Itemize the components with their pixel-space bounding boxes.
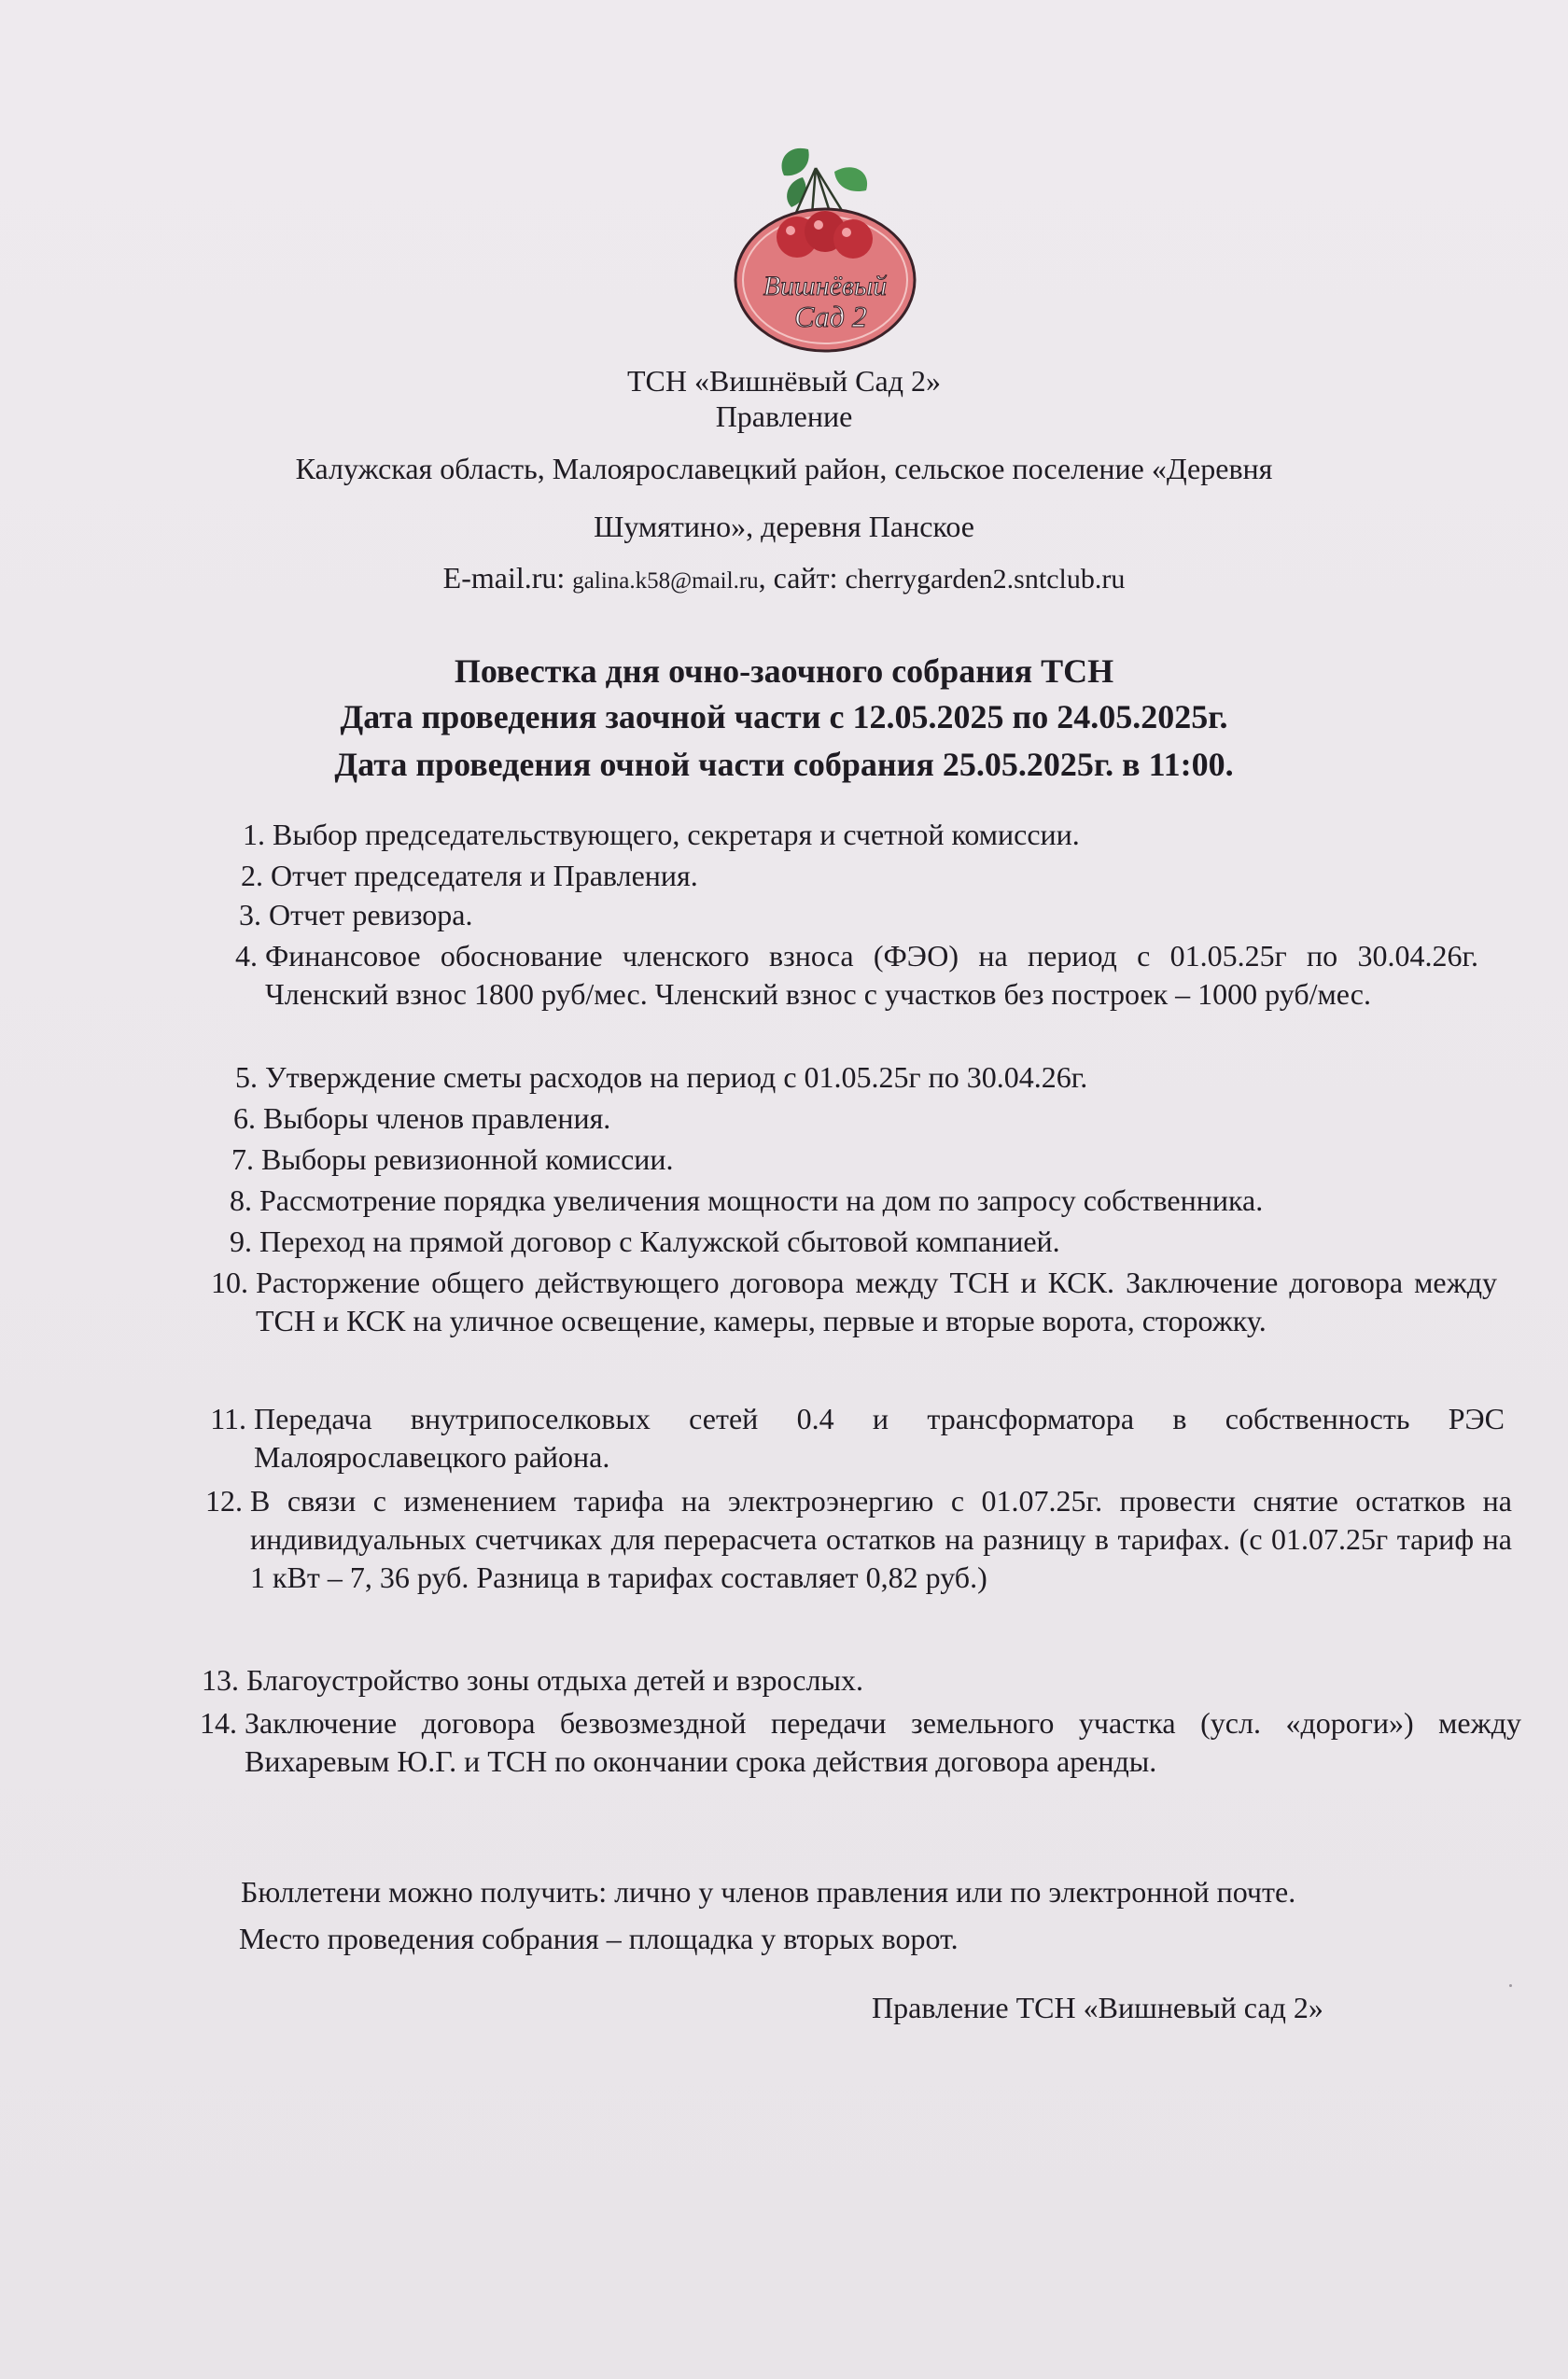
agenda-item-text: Рассмотрение порядка увеличения мощности на дом по запросу собственника. [259,1183,1264,1217]
agenda-item [210,1400,1505,1476]
agenda-item-text: Отчет председателя и Правления. [271,859,698,892]
logo-text-line1: Вишнёвый [763,271,888,301]
email-link[interactable]: galina.k58@mail.ru [572,568,759,594]
agenda-item-number: 1. [243,818,265,851]
agenda-item-text: Заключение договора безвозмездной передачи земельного участка (усл. «дороги») между Вихаревым Ю.Г. и ТСН по окончании срока действия договора аренды. [245,1706,1521,1778]
site-label: , сайт: [758,561,838,595]
agenda-item-number: 9. [230,1224,252,1258]
agenda-item-text: Финансовое обоснование членского взноса (ФЭО) на период с 01.05.25г по 30.04.26г. Членский взнос 1800 руб/мес. Членский взнос с участков без построек – 1000 руб/мес. [265,939,1478,1011]
agenda-title: Повестка дня очно-заочного собрания ТСН [454,652,1114,690]
agenda-item-number: 7. [231,1142,254,1176]
agenda-item [205,1482,1512,1597]
email-label: E-mail.ru: [442,561,566,595]
agenda-item [211,1264,1497,1340]
agenda-item [235,1058,1292,1097]
agenda-item [231,1141,1232,1179]
agenda-item-number: 10. [211,1266,248,1299]
agenda-item [230,1223,1473,1261]
agenda-item [235,937,1478,1014]
agenda-item-number: 11. [210,1402,246,1435]
agenda-item-number: 14. [200,1706,237,1740]
agenda-item [239,896,1239,934]
address-line-2: Шумятино», деревня Панское [594,510,974,543]
agenda-item-text: Расторжение общего действующего договора между ТСН и КСК. Заключение договора между ТСН и КСК на уличное освещение, камеры, первые и вторые ворота, сторожку. [256,1266,1497,1337]
agenda-item-text: Передача внутрипоселковых сетей 0.4 и трансформатора в собственность РЭС Малоярославецкого района. [254,1402,1505,1474]
agenda-item-text: Благоустройство зоны отдыха детей и взрослых. [246,1663,863,1697]
agenda-item-text: Выборы членов правления. [263,1101,611,1135]
paper-speck [1509,1984,1512,1987]
logo-text-line2: Сад 2 [794,300,867,333]
agenda-item-text: Переход на прямой договор с Калужской сбытовой компанией. [259,1224,1060,1258]
signature: Правление ТСН «Вишневый сад 2» [872,1991,1323,2024]
org-name: ТСН «Вишнёвый Сад 2» [627,364,941,398]
venue-note: Место проведения собрания – площадка у вторых ворот. [239,1922,959,1955]
agenda-item-number: 12. [205,1484,243,1518]
agenda-item-number: 6. [233,1101,256,1135]
agenda-item [202,1661,1460,1700]
org-subtitle: Правление [715,399,853,433]
ballots-note: Бюллетени можно получить: лично у членов правления или по электронной почте. [241,1875,1296,1909]
agenda-item [243,816,1243,854]
agenda-item-number: 8. [230,1183,252,1217]
address-line-1: Калужская область, Малоярославецкий район, сельское поселение «Деревня [295,452,1273,485]
agenda-item-number: 5. [235,1060,258,1094]
agenda-item-number: 4. [235,939,258,973]
agenda-item [233,1099,1234,1138]
site-link[interactable]: cherrygarden2.sntclub.ru [845,564,1126,595]
agenda-item-text: Утверждение сметы расходов на период с 01.05.25г по 30.04.26г. [265,1060,1088,1094]
agenda-item-text: В связи с изменением тарифа на электроэнергию с 01.07.25г. провести снятие остатков на индивидуальных счетчиках для перерасчета остатков на разницу в тарифах. (с 01.07.25г тариф на 1 кВт – 7, 36 руб. Разница в тарифах составляет 0,82 руб.) [250,1484,1512,1594]
agenda-item [241,857,1241,895]
agenda-item-number: 3. [239,898,261,931]
in-person-date-line: Дата проведения очной части собрания 25.05.2025г. в 11:00. [334,746,1234,783]
agenda-item-text: Отчет ревизора. [269,898,473,931]
agenda-item [200,1704,1521,1781]
absentee-date-line: Дата проведения заочной части с 12.05.2025 по 24.05.2025г. [340,698,1228,735]
agenda-item-text: Выбор председательствующего, секретаря и счетной комиссии. [273,818,1080,851]
agenda-item-number: 2. [241,859,263,892]
agenda-item [230,1182,1473,1220]
agenda-item-text: Выборы ревизионной комиссии. [261,1142,674,1176]
agenda-item-number: 13. [202,1663,239,1697]
